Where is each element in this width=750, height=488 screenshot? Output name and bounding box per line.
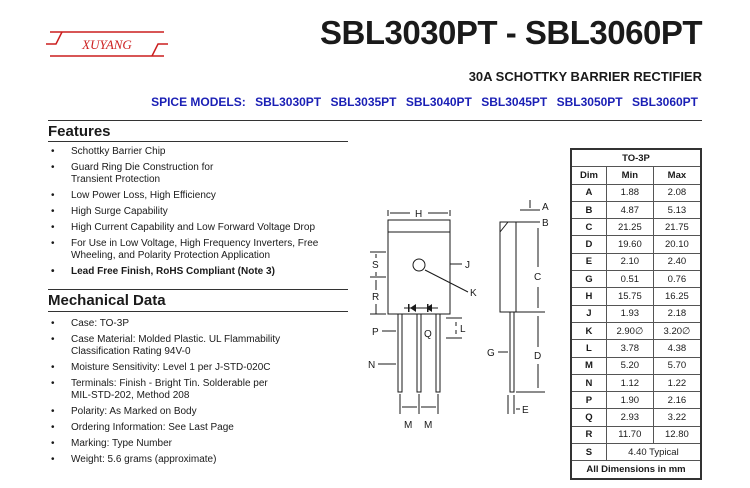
table-cell: P (571, 392, 606, 409)
table-row (571, 288, 701, 305)
table-cell: 1.12 (606, 374, 653, 391)
table-header: Min (606, 167, 653, 184)
dim-label-c: C (534, 272, 542, 283)
dim-label-n: N (368, 360, 376, 371)
table-cell: 19.60 (606, 236, 653, 253)
list-item: • Terminals: Finish - Bright Tin. Solderable per MIL-STD-202, Method 208 (48, 378, 280, 402)
list-item: • Moisture Sensitivity: Level 1 per J-STD-020C (48, 362, 280, 374)
table-cell: R (571, 426, 606, 443)
spice-model-link[interactable]: SBL3030PT (255, 95, 322, 109)
table-row (571, 253, 701, 270)
dim-label-p: P (372, 327, 379, 338)
dim-label-s: S (372, 260, 379, 271)
table-cell: C (571, 219, 606, 236)
table-cell: 0.51 (606, 271, 653, 288)
table-cell: 2.18 (653, 305, 701, 322)
dim-label-g: G (487, 348, 495, 359)
table-cell: 2.40 (653, 253, 701, 270)
dim-label-e: E (522, 405, 529, 416)
list-item: • Lead Free Finish, RoHS Compliant (Note 3) (48, 266, 318, 278)
dimensions-table (570, 148, 702, 480)
table-row (571, 340, 701, 357)
table-cell: 2.16 (653, 392, 701, 409)
table-cell: 15.75 (606, 288, 653, 305)
section-rule (48, 311, 348, 312)
table-cell: K (571, 322, 606, 339)
dim-label-m: M (424, 420, 433, 431)
table-cell: 5.13 (653, 201, 701, 218)
table-cell: 3.22 (653, 409, 701, 426)
table-row (571, 305, 701, 322)
table-row (571, 219, 701, 236)
table-cell: 4.38 (653, 340, 701, 357)
table-header: Max (653, 167, 701, 184)
table-cell: 3.20∅ (653, 322, 701, 339)
table-row (571, 374, 701, 391)
table-cell: 21.75 (653, 219, 701, 236)
table-footer: All Dimensions in mm (571, 461, 701, 479)
table-cell: 2.90∅ (606, 322, 653, 339)
list-item: • High Current Capability and Low Forward Voltage Drop (48, 222, 318, 234)
table-cell: 0.76 (653, 271, 701, 288)
list-item: • Weight: 5.6 grams (approximate) (48, 454, 280, 466)
table-cell: 1.93 (606, 305, 653, 322)
table-row (571, 271, 701, 288)
table-cell: 2.08 (653, 184, 701, 201)
dim-label-r: R (372, 292, 380, 303)
table-cell: 2.93 (606, 409, 653, 426)
table-cell: 20.10 (653, 236, 701, 253)
spice-model-link[interactable]: SBL3050PT (556, 95, 623, 109)
section-rule (48, 289, 348, 290)
page-subtitle: 30A SCHOTTKY BARRIER RECTIFIER (468, 69, 702, 84)
spice-models-line (151, 95, 698, 109)
spice-model-link[interactable]: SBL3060PT (631, 95, 698, 109)
table-cell: 12.80 (653, 426, 701, 443)
logo-text: XUYANG (82, 37, 132, 52)
dim-label-b: B (542, 218, 549, 229)
list-item: • Schottky Barrier Chip (48, 146, 318, 158)
spice-model-link[interactable]: SBL3035PT (330, 95, 397, 109)
table-cell: Q (571, 409, 606, 426)
list-item: • Low Power Loss, High Efficiency (48, 190, 318, 202)
table-row (571, 426, 701, 443)
section-rule (48, 120, 702, 121)
table-row (571, 357, 701, 374)
table-row (571, 236, 701, 253)
table-row (571, 201, 701, 218)
dim-label-m: M (404, 420, 413, 431)
list-item: • High Surge Capability (48, 206, 318, 218)
table-row (571, 409, 701, 426)
dim-label-l: L (460, 324, 466, 335)
dim-label-h: H (415, 209, 423, 220)
list-item: • For Use in Low Voltage, High Frequency Inverters, Free Wheeling, and Polarity Protection Application (48, 238, 318, 262)
table-cell: S (571, 444, 606, 461)
to3p-package-drawing (350, 192, 555, 432)
list-item: • Case: TO-3P (48, 318, 280, 330)
table-cell: G (571, 271, 606, 288)
table-row (571, 184, 701, 201)
table-cell: 5.70 (653, 357, 701, 374)
table-cell: 3.78 (606, 340, 653, 357)
table-cell: 21.25 (606, 219, 653, 236)
table-cell: J (571, 305, 606, 322)
page-title: SBL3030PT - SBL3060PT (320, 14, 702, 51)
list-item: • Guard Ring Die Construction for Transient Protection (48, 162, 318, 186)
table-caption: TO-3P (571, 149, 701, 167)
features-list (48, 146, 318, 278)
table-cell: B (571, 201, 606, 218)
mechanical-heading: Mechanical Data (48, 292, 166, 309)
list-item: • Marking: Type Number (48, 438, 280, 450)
section-rule (48, 141, 348, 142)
table-cell: 1.88 (606, 184, 653, 201)
dim-label-q: Q (424, 329, 432, 340)
dim-label-k: K (470, 288, 477, 299)
table-body (571, 184, 701, 443)
table-cell: 4.40 Typical (606, 444, 701, 461)
list-item: • Polarity: As Marked on Body (48, 406, 280, 418)
dim-label-j: J (465, 260, 470, 271)
table-cell: 4.87 (606, 201, 653, 218)
dim-label-d: D (534, 351, 542, 362)
table-cell: 16.25 (653, 288, 701, 305)
table-cell: D (571, 236, 606, 253)
table-cell: L (571, 340, 606, 357)
features-heading: Features (48, 123, 111, 140)
spice-label: SPICE MODELS: (151, 95, 246, 109)
table-cell: 1.90 (606, 392, 653, 409)
dim-label-a: A (542, 202, 549, 213)
list-item: • Case Material: Molded Plastic. UL Flammability Classification Rating 94V-0 (48, 334, 280, 358)
mechanical-list (48, 318, 280, 466)
table-row (571, 322, 701, 339)
table-cell: 11.70 (606, 426, 653, 443)
table-cell: A (571, 184, 606, 201)
table-cell: 2.10 (606, 253, 653, 270)
xuyang-logo (42, 22, 172, 66)
table-cell: N (571, 374, 606, 391)
table-cell: M (571, 357, 606, 374)
spice-model-link[interactable]: SBL3045PT (481, 95, 548, 109)
table-row (571, 392, 701, 409)
table-header: Dim (571, 167, 606, 184)
list-item: • Ordering Information: See Last Page (48, 422, 280, 434)
table-cell: 1.22 (653, 374, 701, 391)
table-cell: 5.20 (606, 357, 653, 374)
table-cell: H (571, 288, 606, 305)
table-cell: E (571, 253, 606, 270)
spice-model-link[interactable]: SBL3040PT (405, 95, 472, 109)
